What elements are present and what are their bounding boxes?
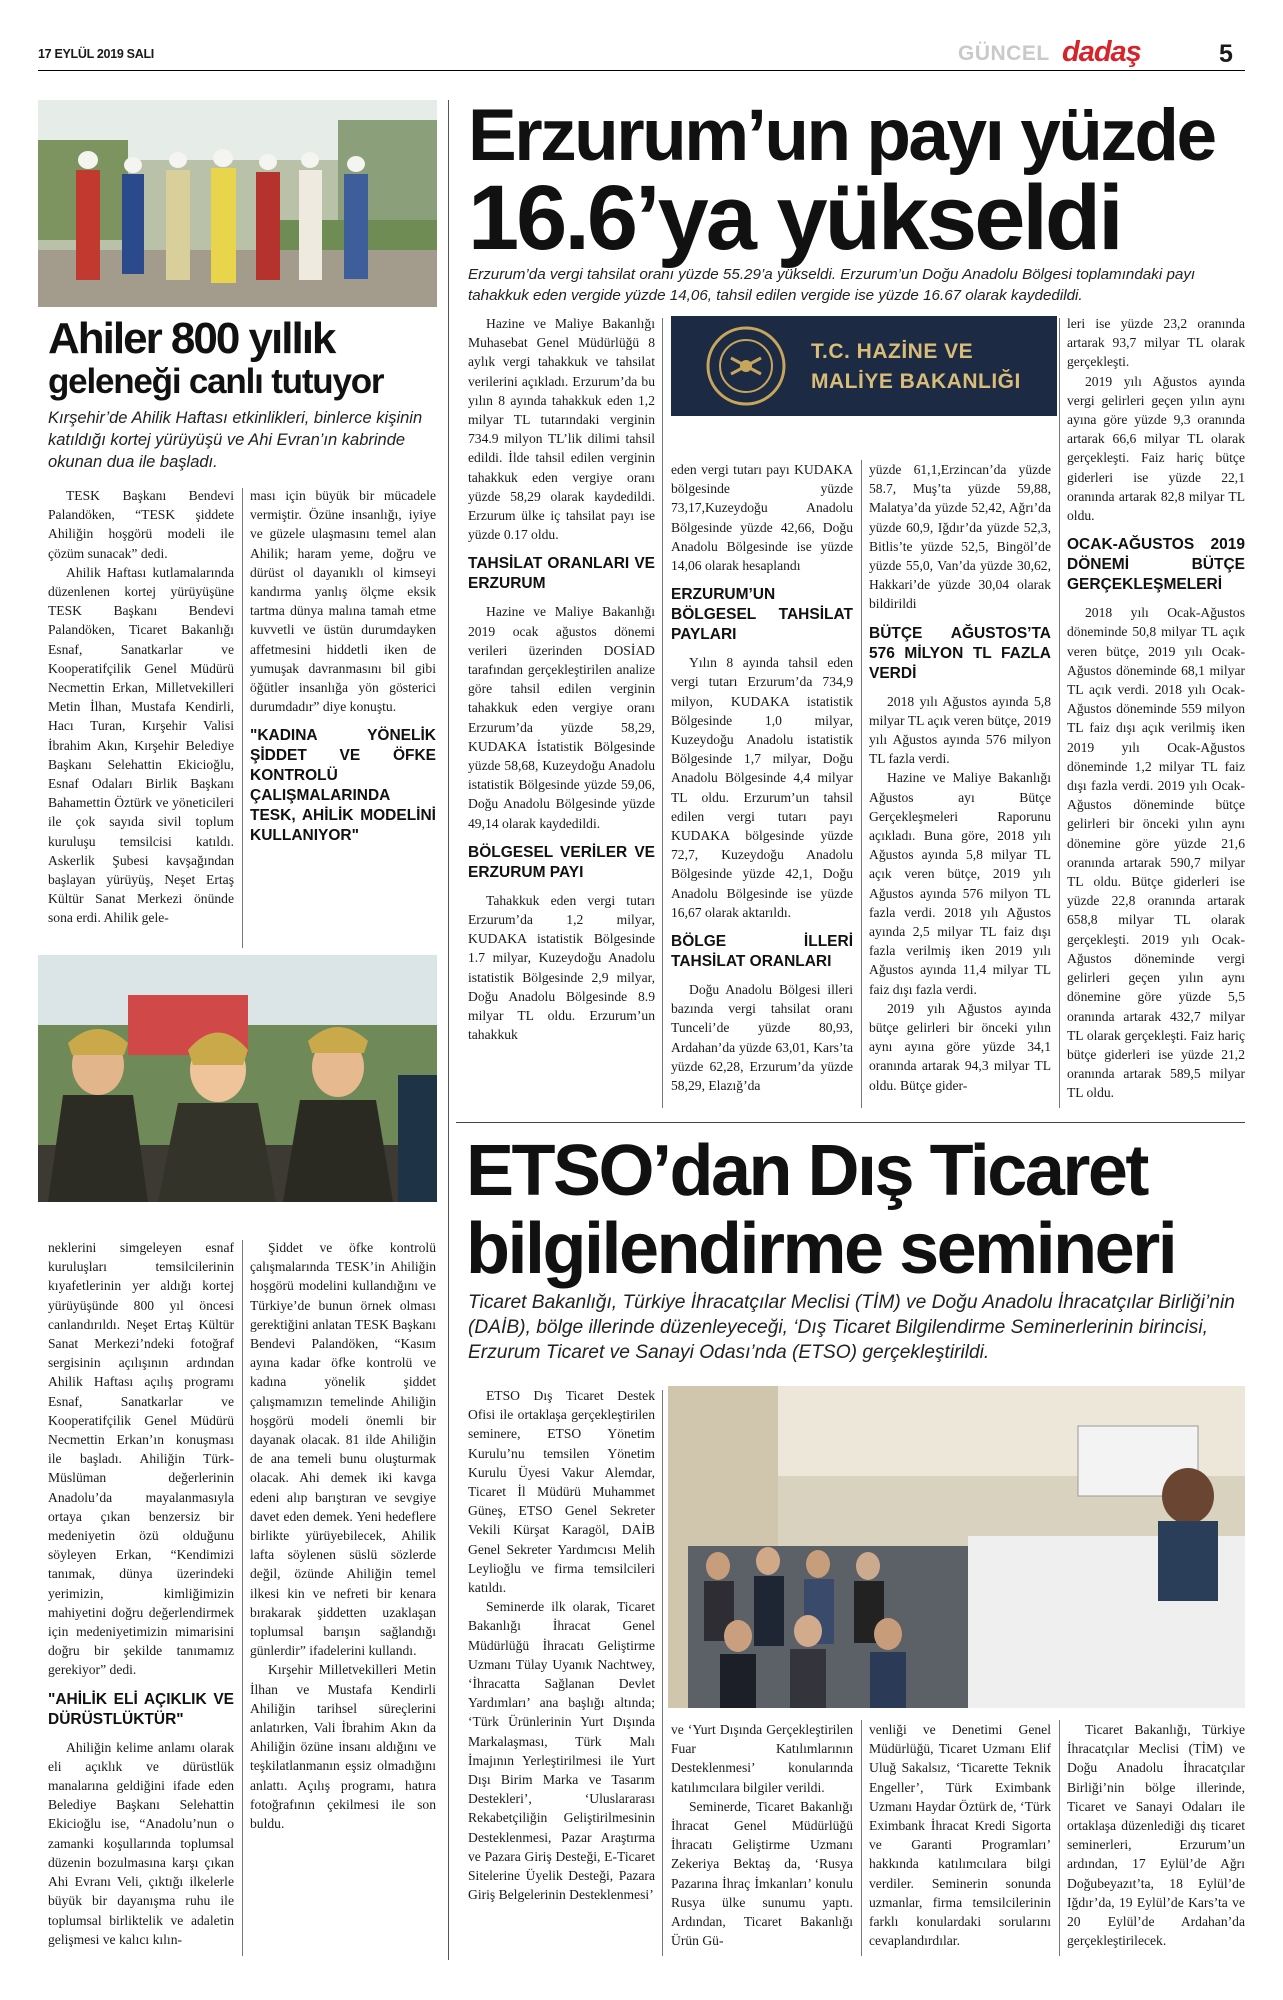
etso-col-divider-1 [662, 1390, 663, 1956]
top-col2-p2: Yılın 8 ayında tahsil eden vergi tutarı Erzurum’da 734,9 milyon, KUDAKA istatistik Bölgesinde 1,0 milyar, Kuzeydoğu Anadolu istatistik Bölgesinde 1,7 milyar, Doğu Anadolu Bölgesinde 4,4 milyar TL oldu. Erzurum’un tahsil edilen vergi tutarı payı KUDAKA bölgesinde yüzde 72,7, Kuzeydoğu Anadolu Bölgesinde yüzde 42,1, Doğu Anadolu Bölgesinde ise yüzde 16,67 olarak aktarıldı. [671, 655, 853, 920]
top-col1-p1: Hazine ve Maliye Bakanlığı Muhasebat Genel Müdürlüğü 8 aylık vergi tahakkuk ve tahsilat verilerini açıkladı. Erzurum’da bu yılın 8 ayında tahakkuk eden 1,2 milyar TL tutarındaki verginin 734.9 milyon TL’lik dilimi tahsil edildi. İlde tahsil edilen verginin tahakkuk eden vergiye oranı yüzde 58,29 olarak kaydedildi. Erzurum ülke iç tahsilat payı ise yüzde 0.17 oldu. [468, 316, 655, 543]
logo-text-line1: T.C. HAZİNE VE [811, 340, 974, 363]
ahiler-col4-p1: Şiddet ve öfke kontrolü çalışmalarında TESK’in Ahiliğin hoşgörü modelini kullandığını ve Türkiye’de bunun örnek olması gerektiğini anlatan TESK Başkanı Bendevi Palandöken, “Kasım ayına kadar öfke kontrolü ve kadına yönelik şiddet çalışmamızın temelinde Ahiliğin hoşgörü modeli önemli bir dayanak olacak. 81 ilde Ahiliğin de ana temeli bunu oluşturmak olacak. Ahi demek iki kavga edeni alıp barıştıran ve sevgiye davet eden demek. Yeni hedeflere birlikte yürüyebilecek, Ahilik lafta söylenen süslü sözlerde değil, özünde Ahiliğin temel ilkesi kin ve nefreti bir kenara bırakarak şiddetten uzaklaşan toplumsal barışın sağlandığı günlerdir” ifadelerini kullandı. [250, 1240, 436, 1659]
top-col3-subhead1: BÜTÇE AĞUSTOS’TA 576 MİLYON TL FAZLA VERDİ [869, 624, 1051, 682]
ahiler-parade-photo [38, 100, 437, 307]
story-divider [456, 1122, 1245, 1123]
etso-col2-p2: Seminerde, Ticaret Bakanlığı İhracat Genel Müdürlüğü İhracatı Geliştirme Uzmanı Zekeriya Bektaş da, ‘Rusya Pazarına İhraç İmkanları’ konulu Rusya ülke sunumu yaptı. Ardından, Ticaret Bakanlığı Ürün Gü- [671, 1798, 853, 1949]
etso-seminar-photo [668, 1386, 1245, 1708]
logo-text-line2: MALİYE BAKANLIĞI [811, 370, 1021, 393]
top-col3-p4: 2019 yılı Ağustos ayında bütçe gelirleri bir önceki yılın aynı ayına göre yüzde 34,1 oranında artarak 94,3 milyar TL oldu. Bütçe gider- [869, 1000, 1051, 1093]
page-number: 5 [1219, 40, 1233, 68]
section-label: GÜNCEL [958, 42, 1050, 65]
ahiler-col3-p1: neklerini simgeleyen esnaf kuruluşları temsilcilerinin kıyafetlerinin yer aldığı kortej yürüyüşünde 800 yıl öncesi canlandırıldı. Neşet Ertaş Kültür Sanat Merkezi’ndeki fotoğraf sergisinin açılışının ardından Ahilik Haftası açılış programı Esnaf, Sanatkarlar ve Kooperatifçilik Genel Müdürü Necmettin Erkan’ın konuşması ile başladı. Ahiliğin Türk-Müslüman değerlerinin Anadolu’da mayalanmasıyla ortaya çıkan benzersiz bir medeniyetin özü olduğunu söyleyen Erkan, “Kendimizi tanımak, dünya üzerindeki yerimizin, kimliğimizin mahiyetini doğru değerlendirmek için medeniyetimizin mimarisini doğru bir şekilde tanımamız gerekiyor” dedi. [48, 1240, 234, 1678]
top-headline-line1: Erzurum’un payı yüzde [468, 95, 1215, 176]
ahiler-women-costume-photo [38, 955, 437, 1202]
top-col4-p3: 2018 yılı Ocak-Ağustos döneminde 50,8 milyar TL açık veren bütçe, 2019 yılı Ocak-Ağustos döneminde 68,1 milyar TL açık verdi. 2018 yılı Ocak-Ağustos döneminde 559 milyon TL faiz dışı açık verilmiş iken 2019 yılı Ocak-Ağustos döneminde 1,2 milyar TL faiz dışı fazla verdi. 2019 yılı Ocak-Ağustos döneminde bütçe gelirleri bir önceki yılın aynı dönemine göre yüzde 21,6 oranında artarak 590,7 milyar TL oldu. Bütçe giderleri ise yüzde 22,8 oranında artarak 658,8 milyar TL olarak gerçekleşti. 2019 yılı Ocak-Ağustos döneminde vergi gelirleri geçen yılın aynı dönemine göre yüzde 5,5 oranında artarak 432,7 milyar TL olarak gerçekleşti. Faiz hariç bütçe giderleri ise yüzde 21,2 oranında artarak 589,5 milyar TL oldu. [1067, 605, 1245, 1101]
ahiler-col-divider-top [242, 488, 243, 948]
top-col1-subhead1: TAHSİLAT ORANLARI VE ERZURUM [468, 555, 655, 593]
top-col1-p2: Hazine ve Maliye Bakanlığı 2019 ocak ağustos dönemi verileri üzerinden DOSİAD tarafından gerçekleştirilen analize göre tahsil edilen verginin tahakkuk eden vergiye oranı Erzurum’da yüzde 58,29, KUDAKA İstatistik Bölgesinde yüzde 58,68, Kuzeydoğu Anadolu istatistik Bölgesinde yüzde 59,06, Doğu Anadolu Bölgesinde yüzde 49,14 olarak kaydedildi. [468, 604, 655, 831]
issue-date: 17 EYLÜL 2019 SALI [38, 47, 154, 61]
main-column-divider [448, 100, 449, 1960]
top-col2 [671, 460, 853, 1095]
ahiler-col2-p1: ması için büyük bir mücadele vermiştir. Özüne insanlığı, iyiye ve güzele ulaşmasını temel alan Ahilik; haram yeme, doğru ve dürüst ol dayanıklı ol kimseyi kandırma yanlış ölçme eksik tartma dünya malına tamah etme kuvvetli ve üstün durumdayken affetmesini hiddetli iken de yumuşak davranmasını bil gibi öğütler insanlığa yön gösterici durumdadır” diye konuştu. [250, 488, 436, 715]
etso-col2 [671, 1720, 853, 1950]
ministry-logo-image [671, 316, 1057, 416]
ahiler-col3-p2: Ahiliğin kelime anlamı olarak eli açıklık ve dürüstlük manalarına geldiğini ifade eden Belediye Başkanı Selehattin Ekicioğlu ise, “Anadolu’nun o zamanki koşullarında toplumsal düzenin bozulmasına karşı çıkan Ahi Evranı Veli, çıktığı ilkelerle büyük bir dayanışma ruhu ile toplumsal birliktelik ve adaletin gelişmesi ve kalıcı kılın- [48, 1739, 234, 1947]
top-col3-p1: yüzde 61,1,Erzincan’da yüzde 58.7, Muş’ta yüzde 59,88, Malatya’da yüzde 52,42, Ağrı’da yüzde 60,9, Iğdır’da yüzde 52,3, Bitlis’te yüzde 52,5, Bingöl’de yüzde 55,0, Van’da yüzde 30,62, Hakkari’de yüzde 30,04 olarak bildirildi [869, 462, 1051, 612]
etso-col1-p2: Seminerde ilk olarak, Ticaret Bakanlığı İhracat Genel Müdürlüğü İhracatı Geliştirme Uzmanı Tülay Uyanık Nachtwey, ‘İhracatta Sağlanan Devlet Yardımları’ ana başlığı altında; ‘Türk Ürünlerinin Yurt Dışında Markalaşması, Türk Malı İmajının Yerleştirilmesi ile Yurt Dışı Birim Marka ve Tasarım Destekleri’, ‘Uluslararası Rekabetçiliğin Geliştirilmesinin Desteklenmesi, Pazar Araştırma ve Pazara Giriş Desteği, E-Ticaret Sitelerine Üyelik Desteği, Pazara Giriş Belgelerinin Desteklenmesi’ [468, 1599, 655, 1903]
top-spot: Erzurum’da vergi tahsilat oranı yüzde 55.29’a yükseldi. Erzurum’un Doğu Anadolu Bölgesi toplamındaki payı tahakkuk eden vergide yüzde 14,06, tahsil edilen vergide ise yüzde 16.67 olarak kaydedildi. [468, 266, 1196, 304]
ahiler-headline-line1: Ahiler 800 yıllık [48, 314, 335, 363]
ahiler-col-divider-bottom [242, 1240, 243, 1956]
ahiler-spot: Kırşehir’de Ahilik Haftası etkinlikleri, binlerce kişinin katıldığı kortej yürüyüşü ve Ahi Evran’ın kabrinde okunan dua ile başladı. [48, 409, 423, 471]
top-col3 [869, 460, 1051, 1095]
top-col3-p3: Hazine ve Maliye Bakanlığı Ağustos ayı Bütçe Gerçekleşmeleri Raporunu açıkladı. Buna göre, 2018 yılı Ağustos ayında 5,8 milyar TL açık veren bütçe, 2019 yılı Ağustos ayında 576 milyon TL fazla verdi. 2018 yılı Ağustos ayında 2,5 milyar TL faiz dışı fazla verilmiş iken 2019 yılı Ağustos ayında 11,4 milyar TL faiz dışı fazla verdi. [869, 770, 1051, 997]
etso-headline-line1: ETSO’dan Dış Ticaret [466, 1131, 1147, 1211]
ahiler-col2-subhead: "KADINA YÖNELİK ŞİDDET VE ÖFKE KONTROLÜ ÇALIŞMALARINDA TESK, AHİLİK MODELİNİ KULLANIYOR" [250, 727, 436, 845]
top-col1-p3: Tahakkuk eden vergi tutarı Erzurum’da 1,2 milyar, KUDAKA istatistik Bölgesinde 1.7 milyar, Kuzeydoğu Anadolu istatistik Bölgesinde 2,9 milyar, Doğu Anadolu Bölgesinde 8.9 milyar TL oldu. Erzurum’un tahakkuk [468, 892, 655, 1043]
etso-col4 [1067, 1720, 1245, 1950]
top-col4 [1067, 314, 1245, 1103]
etso-col-divider-3 [1059, 1720, 1060, 1956]
top-col-divider-2 [861, 460, 862, 1108]
top-col2-subhead2: BÖLGE İLLERİ TAHSİLAT ORANLARI [671, 933, 853, 971]
ahiler-col3 [48, 1238, 234, 1949]
top-col1 [468, 314, 655, 1045]
ahiler-col4 [250, 1238, 436, 1833]
etso-col4-p1: Ticaret Bakanlığı, Türkiye İhracatçılar Meclisi (TİM) ve Doğu Anadolu İhracatçılar Birliği’nin bölge illerinde, Ticaret ve Sanayi Odaları ile ortaklaşa düzenlediği dış ticaret seminerleri, Erzurum’un ardından, 17 Eylül’de Ağrı Doğubeyazıt’ta, 18 Eylül’de Iğdır’da, 19 Eylül’de Kars’ta ve 20 Eylül’de Ardahan’da gerçekleştirilecek. [1067, 1722, 1245, 1949]
etso-col1-p1: ETSO Dış Ticaret Destek Ofisi ile ortaklaşa gerçekleştirilen seminere, ETSO Yönetim Kurulu’nu temsilen Yönetim Kurulu Üyesi Vakur Alemdar, Ticaret İl Müdürü Muhammet Güneş, ETSO Genel Sekreter Vekili Kürşat Karagöl, DAİB Genel Sekreter Yardımcısı Melih Leylioğlu ve firma temsilcileri katıldı. [468, 1388, 655, 1596]
ahiler-col1-p2: Ahilik Haftası kutlamalarında düzenlenen kortej yürüyüşüne TESK Başkanı Bendevi Palandöken, Ticaret Bakanlığı Esnaf, Sanatkarlar ve Kooperatifçilik Genel Müdürü Necmettin Erkan, Milletvekilleri Metin İlhan, Mustafa Kendirli, Hacı Turan, Kırşehir Valisi İbrahim Akın, Kırşehir Belediye Başkanı Selehattin Ekicioğlu, Esnaf Odaları Birlik Başkanı Bahamettin Öztürk ve yöneticileri ile çok sayıda sivil toplum kuruluşu temsilcisi katıldı. Askerlik Şubesi kavşağından başlayan yürüyüş, Neşet Ertaş Kültür Sanat Merkezi önünde sona erdi. Ahilik gele- [48, 564, 234, 926]
ahiler-col1-p1: TESK Başkanı Bendevi Palandöken, “TESK şiddete Ahiliğin hoşgörü modeli ile çözüm sunacak” dedi. [48, 488, 234, 561]
top-col2-subhead1: ERZURUM’UN BÖLGESEL TAHSİLAT PAYLARI [671, 586, 853, 644]
ahiler-col1 [48, 486, 234, 928]
etso-col3-p1: venliği ve Denetimi Genel Müdürlüğü, Ticaret Uzmanı Elif Uluğ Sakalsız, ‘Ticarette Teknik Engeller’, Türk Eximbank Uzmanı Haydar Öztürk de, ‘Türk Eximbank İhracat Kredi Sigorta ve Garanti Programları’ hakkında katılımcılara bilgi verdiler. Seminerin sonunda uzmanlar, firma temsilcilerinin farklı konulardaki sorularını cevaplandırdılar. [869, 1722, 1051, 1949]
ahiler-col2 [250, 486, 436, 854]
etso-headline-line2: bilgilendirme semineri [466, 1209, 1176, 1289]
top-col-divider-1 [662, 318, 663, 1108]
top-col-divider-3 [1059, 318, 1060, 1108]
ahiler-col3-subhead: "AHİLİK ELİ AÇIKLIK VE DÜRÜSTLÜKTÜR" [48, 1690, 234, 1728]
etso-col1 [468, 1386, 655, 1904]
top-col4-p2: 2019 yılı Ağustos ayında vergi gelirleri geçen yılın aynı ayına göre yüzde 9,3 oranında artarak 66,6 milyar TL olarak gerçekleşti. Faiz hariç bütçe giderleri ise yüzde 22,1 oranında artarak 82,8 milyar TL oldu. [1067, 373, 1245, 524]
top-col2-p3: Doğu Anadolu Bölgesi illeri bazında vergi tahsilat oranı Tunceli’de yüzde 80,93, Ardahan’da yüzde 63,01, Kars’ta yüzde 62,28, Erzurum’da yüzde 58,29, Elazığ’da [671, 982, 853, 1094]
etso-col3 [869, 1720, 1051, 1950]
ahiler-col4-p2: Kırşehir Milletvekilleri Metin İlhan ve Mustafa Kendirli Ahiliğin tarihsel süreçlerini anlatırken, Vali İbrahim Akın da Ahiliğin özüne insanı aldığını ve teşkilatlanmanın eşsiz olmadığını anlattı. Açılış programı, hatıra fotoğrafının çekilmesi ile son buldu. [250, 1662, 436, 1832]
top-col4-subhead1: OCAK-AĞUSTOS 2019 DÖNEMİ BÜTÇE GERÇEKLEŞMELERİ [1067, 536, 1245, 594]
top-col4-p1: leri ise yüzde 23,2 oranında artarak 93,7 milyar TL olarak gerçekleşti. [1067, 316, 1245, 370]
top-col1-subhead2: BÖLGESEL VERİLER VE ERZURUM PAYI [468, 843, 655, 881]
etso-spot: Ticaret Bakanlığı, Türkiye İhracatçılar Meclisi (TİM) ve Doğu Anadolu İhracatçılar Birliği’nin (DAİB), bölge illerinde düzenleyeceği, ‘Dış Ticaret Bilgilendirme Seminerlerinin birincisi, Erzurum Ticaret ve Sanayi Odası’nda (ETSO) gerçekleştirildi. [468, 1292, 1235, 1363]
brand-logo: dadaş [1062, 36, 1141, 68]
top-col3-p2: 2018 yılı Ağustos ayında 5,8 milyar TL açık veren bütçe, 2019 yılı Ağustos ayında 576 milyon TL fazla verdi. [869, 693, 1051, 767]
etso-col2-p1: ve ‘Yurt Dışında Gerçekleştirilen Fuar Katılımlarının Desteklenmesi’ konularında katılımcılara bilgiler verildi. [671, 1722, 853, 1795]
ahiler-headline-line2: geleneği canlı tutuyor [48, 362, 384, 401]
header-rule [38, 70, 1245, 71]
etso-col-divider-2 [861, 1720, 862, 1956]
top-headline-line2: 16.6’ya yükseldi [468, 167, 1121, 269]
top-col2-p1: eden vergi tutarı payı KUDAKA bölgesinde yüzde 73,17,Kuzeydoğu Anadolu Bölgesinde yüzde 42,66, Doğu Anadolu Bölgesinde ise yüzde 14,06 olarak hesaplandı [671, 462, 853, 574]
